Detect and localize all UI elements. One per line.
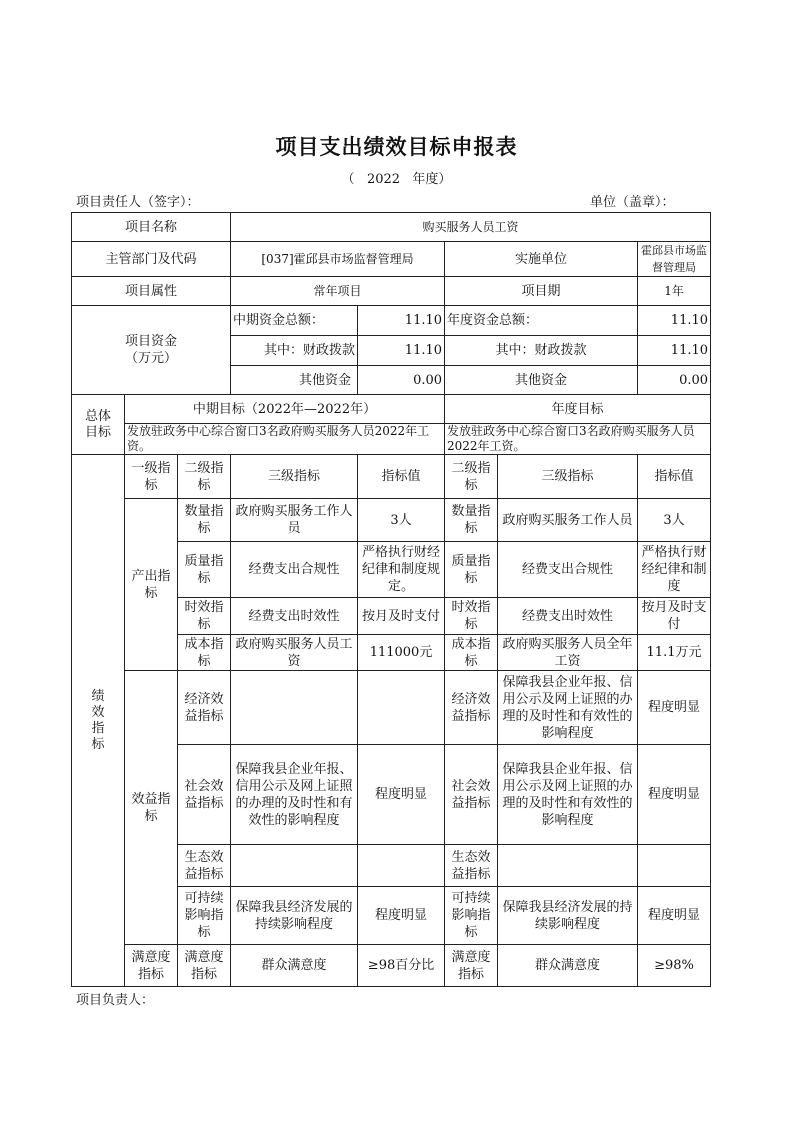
year-level3: [498, 845, 638, 887]
level2: 生态效益指标: [178, 845, 231, 887]
level2: 可持续影响指标: [178, 887, 231, 945]
impl-value: 霍邱县市场监督管理局: [638, 242, 711, 277]
year-level2: 数量指标: [445, 499, 498, 542]
mid-level3: 保障我县企业年报、信用公示及网上证照的办理的及时性和有效性的影响程度: [231, 745, 358, 845]
mid-total-label: 中期资金总额：: [231, 306, 358, 336]
year-value: 按月及时支付: [638, 598, 711, 635]
goals-label-text: 总体目标: [84, 408, 111, 440]
indicators-label: [72, 455, 125, 987]
header-value-year: 指标值: [638, 455, 711, 499]
level2: 满意度指标: [178, 945, 231, 987]
header-level3-year: 三级指标: [498, 455, 638, 499]
mid-level3: 群众满意度: [231, 945, 358, 987]
year-level3: 经费支出合规性: [498, 542, 638, 598]
document-title: 项目支出绩效目标申报表: [275, 135, 518, 159]
year-level2: 质量指标: [445, 542, 498, 598]
year-value: 程度明显: [638, 745, 711, 845]
signer-label: 项目责任人（签字）：: [76, 195, 200, 210]
table-row: [72, 671, 711, 745]
dept-label: 主管部门及代码: [72, 242, 231, 277]
year-goal-text: 发放驻政务中心综合窗口3名政府购买服务人员2022年工资。: [445, 424, 711, 455]
row-dept: [72, 242, 711, 277]
mid-level3: [231, 671, 358, 745]
table-row: [72, 499, 711, 542]
mid-other-value: 0.00: [358, 366, 445, 395]
year-value: [638, 845, 711, 887]
mid-value: 按月及时支付: [358, 598, 445, 635]
goals-label: [72, 395, 125, 455]
period-label: 项目期: [445, 277, 638, 306]
mid-value: 3人: [358, 499, 445, 542]
mid-value: [358, 671, 445, 745]
funds-label: [72, 306, 231, 395]
level1-benefit: 效益指标: [125, 671, 178, 945]
year-fiscal-label: 其中：财政拨款: [445, 336, 638, 366]
year-level2: 满意度指标: [445, 945, 498, 987]
period-value: 1年: [638, 277, 711, 306]
header-level2-year: 二级指标: [445, 455, 498, 499]
indicators-label-text: 绩效指标: [91, 688, 105, 752]
project-name-value: 购买服务人员工资: [231, 213, 711, 242]
level2: 数量指标: [178, 499, 231, 542]
year-level2: 时效指标: [445, 598, 498, 635]
project-name-label: 项目名称: [72, 213, 231, 242]
year-level3: 经费支出时效性: [498, 598, 638, 635]
level2: 成本指标: [178, 635, 231, 671]
year-level3: 保障我县企业年报、信用公示及网上证照的办理的及时性和有效性的影响程度: [498, 745, 638, 845]
mid-value: 严格执行财经纪律和制度规定。: [358, 542, 445, 598]
year-level3: 保障我县企业年报、信用公示及网上证照的办理的及时性和有效性的影响程度: [498, 671, 638, 745]
mid-other-label: 其他资金: [231, 366, 358, 395]
header-level3: 三级指标: [231, 455, 358, 499]
mid-level3: [231, 845, 358, 887]
row-project-name: [72, 213, 711, 242]
row-attr: [72, 277, 711, 306]
mid-total-value: 11.10: [358, 306, 445, 336]
year-level2: 成本指标: [445, 635, 498, 671]
mid-level3: 经费支出时效性: [231, 598, 358, 635]
year-value: 程度明显: [638, 671, 711, 745]
performance-goal-table: [71, 212, 711, 987]
mid-value: 程度明显: [358, 745, 445, 845]
year-value: ≥98%: [638, 945, 711, 987]
unit-stamp-label: 单位（盖章）：: [590, 195, 675, 210]
year-other-label: 其他资金: [445, 366, 638, 395]
attr-value: 常年项目: [231, 277, 445, 306]
attr-label: 项目属性: [72, 277, 231, 306]
impl-label: 实施单位: [445, 242, 638, 277]
funds-label-line2: （万元）: [125, 351, 178, 366]
footer-label: 项目负责人：: [76, 993, 155, 1008]
year-level2: 可持续影响指标: [445, 887, 498, 945]
year-level3: 政府购买服务人员全年工资: [498, 635, 638, 671]
level2: 时效指标: [178, 598, 231, 635]
year-line: （ 2022 年度）: [341, 172, 452, 187]
mid-level3: 政府购买服务人员工资: [231, 635, 358, 671]
level2: 社会效益指标: [178, 745, 231, 845]
year-total-value: 11.10: [638, 306, 711, 336]
level1-satisfaction: 满意度指标: [125, 945, 178, 987]
row-goals-header: [72, 395, 711, 424]
header-level2: 二级指标: [178, 455, 231, 499]
year-other-value: 0.00: [638, 366, 711, 395]
year-level2: 经济效益指标: [445, 671, 498, 745]
year-level3: 政府购买服务工作人员: [498, 499, 638, 542]
level1-output: 产出指标: [125, 499, 178, 671]
mid-level3: 经费支出合规性: [231, 542, 358, 598]
mid-fiscal-label: 其中：财政拨款: [231, 336, 358, 366]
year-value: 程度明显: [638, 887, 711, 945]
year-fiscal-value: 11.10: [638, 336, 711, 366]
mid-fiscal-value: 11.10: [358, 336, 445, 366]
level2: 经济效益指标: [178, 671, 231, 745]
year-value: 3人: [638, 499, 711, 542]
funds-label-line1: 项目资金: [125, 334, 178, 349]
mid-level3: 保障我县经济发展的持续影响程度: [231, 887, 358, 945]
mid-goal-text: 发放驻政务中心综合窗口3名政府购买服务人员2022年工资。: [125, 424, 445, 455]
mid-value: 111000元: [358, 635, 445, 671]
header-level1: 一级指标: [125, 455, 178, 499]
year-level2: 生态效益指标: [445, 845, 498, 887]
mid-value: 程度明显: [358, 887, 445, 945]
mid-value: [358, 845, 445, 887]
row-indicator-headers: [72, 455, 711, 499]
table-row: [72, 945, 711, 987]
year-value: 严格执行财经纪律和制度: [638, 542, 711, 598]
year-goal-header: 年度目标: [445, 395, 711, 424]
mid-goal-header: 中期目标（2022年—2022年）: [125, 395, 445, 424]
year-level3: 保障我县经济发展的持续影响程度: [498, 887, 638, 945]
year-value: 11.1万元: [638, 635, 711, 671]
year-level2: 社会效益指标: [445, 745, 498, 845]
row-goals-text: [72, 424, 711, 455]
year-total-label: 年度资金总额：: [445, 306, 638, 336]
year-level3: 群众满意度: [498, 945, 638, 987]
row-funds-total: [72, 306, 711, 336]
header-value: 指标值: [358, 455, 445, 499]
level2: 质量指标: [178, 542, 231, 598]
dept-value: [037]霍邱县市场监督管理局: [231, 242, 445, 277]
mid-value: ≥98百分比: [358, 945, 445, 987]
mid-level3: 政府购买服务工作人员: [231, 499, 358, 542]
